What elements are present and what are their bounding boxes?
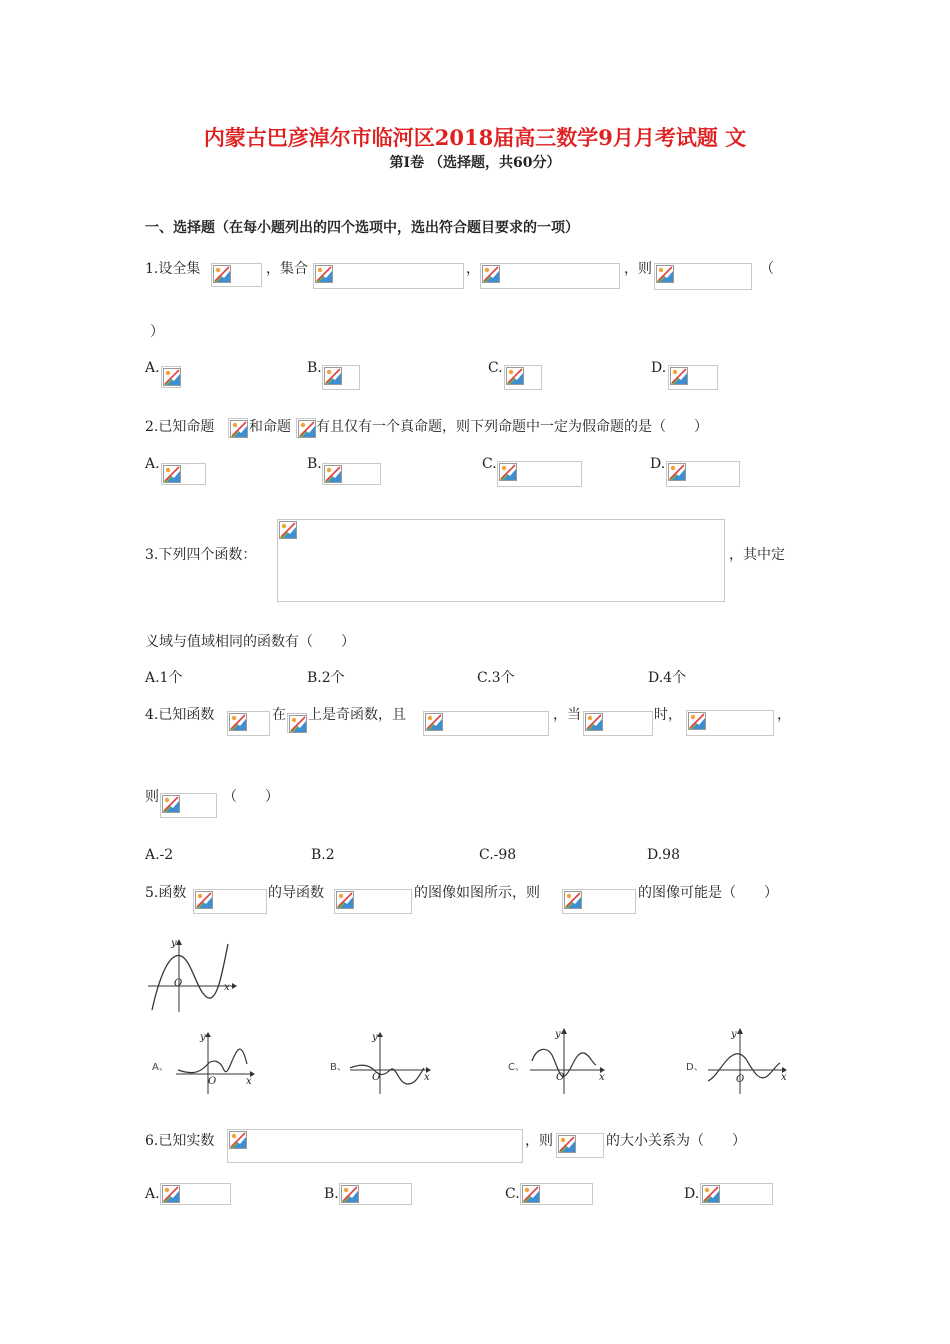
origin-label: O bbox=[208, 1076, 217, 1087]
formula-image bbox=[160, 793, 217, 818]
broken-image-icon bbox=[324, 367, 342, 385]
q2-option-label: D. bbox=[650, 456, 666, 472]
axis-y-label: y bbox=[372, 1032, 378, 1043]
broken-image-icon bbox=[324, 465, 342, 483]
formula-image bbox=[423, 711, 549, 736]
formula-image bbox=[322, 463, 381, 485]
q6-option-label: C. bbox=[505, 1186, 520, 1202]
option-b-label: B、 bbox=[330, 1062, 347, 1073]
option-b-graph bbox=[328, 1030, 438, 1096]
q1-option-label: D. bbox=[651, 360, 667, 376]
formula-image bbox=[313, 263, 464, 289]
q4-option: C.-98 bbox=[479, 847, 517, 863]
broken-image-icon bbox=[522, 1185, 540, 1203]
option-d-label: D、 bbox=[686, 1062, 704, 1073]
option-c-graph bbox=[506, 1025, 616, 1095]
formula-image bbox=[287, 713, 307, 733]
formula-image bbox=[161, 463, 206, 485]
broken-image-icon bbox=[336, 891, 354, 909]
broken-image-icon bbox=[564, 891, 582, 909]
q1-text: ，则 bbox=[624, 261, 652, 277]
broken-image-icon bbox=[585, 713, 603, 731]
q1-option-label: B. bbox=[307, 360, 322, 376]
formula-image bbox=[556, 1133, 604, 1158]
axis-y-label: y bbox=[555, 1029, 561, 1040]
formula-image bbox=[480, 263, 620, 289]
broken-image-icon bbox=[499, 463, 517, 481]
broken-image-icon bbox=[195, 891, 213, 909]
q6-text: 的大小关系为（ ） bbox=[606, 1133, 746, 1149]
q1-paren-close: ） bbox=[150, 324, 164, 340]
origin-label: O bbox=[372, 1072, 381, 1083]
broken-image-icon bbox=[668, 463, 686, 481]
broken-image-icon bbox=[279, 521, 297, 539]
formula-image bbox=[668, 365, 718, 390]
formula-image bbox=[339, 1183, 412, 1205]
q6-text: ，则 bbox=[525, 1133, 553, 1149]
option-a-graph bbox=[150, 1030, 260, 1096]
formula-image bbox=[161, 366, 181, 388]
formula-image bbox=[296, 418, 316, 438]
document-title: 内蒙古巴彦淖尔市临河区2018届高三数学9月月考试题 文 bbox=[203, 125, 747, 150]
formula-image bbox=[160, 1183, 231, 1205]
q1-prefix: 1.设全集 bbox=[145, 261, 201, 277]
formula-image bbox=[654, 263, 752, 290]
axis-x-label: x bbox=[599, 1072, 605, 1083]
q3-option: D.4个 bbox=[648, 670, 687, 686]
axis-x-label: x bbox=[424, 1072, 430, 1083]
broken-image-icon bbox=[656, 265, 674, 283]
q3-prefix: 3.下列四个函数： bbox=[145, 547, 257, 563]
q2-option-label: A. bbox=[145, 456, 160, 472]
option-a-label: A、 bbox=[152, 1062, 169, 1073]
q2-option-label: B. bbox=[307, 456, 322, 472]
q6-option-label: B. bbox=[324, 1186, 339, 1202]
origin-label: O bbox=[736, 1074, 745, 1085]
q4-text: 上是奇函数，且 bbox=[308, 707, 406, 723]
q3-option: A.1个 bbox=[145, 670, 183, 686]
q3-option: C.3个 bbox=[477, 670, 515, 686]
formula-image bbox=[583, 711, 653, 736]
formula-image bbox=[334, 889, 412, 914]
q5-text: 的图像如图所示，则 bbox=[414, 885, 540, 901]
q5-prefix: 5.函数 bbox=[145, 885, 187, 901]
formula-image bbox=[520, 1183, 593, 1205]
broken-image-icon bbox=[229, 1131, 247, 1149]
q2-text: 和命题 bbox=[249, 419, 291, 435]
q1-option-label: A. bbox=[145, 360, 160, 376]
broken-image-icon bbox=[230, 420, 248, 438]
option-c-label: C、 bbox=[508, 1062, 525, 1073]
broken-image-icon bbox=[315, 265, 333, 283]
q2-option-label: C. bbox=[482, 456, 497, 472]
formula-image bbox=[322, 365, 360, 390]
formula-image bbox=[686, 710, 774, 736]
q4-option: D.98 bbox=[647, 847, 680, 863]
option-d-graph bbox=[684, 1025, 794, 1095]
formula-image bbox=[497, 461, 582, 487]
q4-option: A.-2 bbox=[145, 847, 174, 863]
formula-image bbox=[227, 711, 270, 736]
q6-prefix: 6.已知实数 bbox=[145, 1133, 215, 1149]
origin-label: O bbox=[174, 978, 183, 989]
q5-text: 的导函数 bbox=[268, 885, 324, 901]
q6-option-label: A. bbox=[145, 1186, 160, 1202]
q3-text: ，其中定 bbox=[729, 547, 785, 563]
axis-y-label: y bbox=[200, 1032, 206, 1043]
q6-option-label: D. bbox=[684, 1186, 700, 1202]
formula-image bbox=[277, 519, 725, 602]
broken-image-icon bbox=[688, 712, 706, 730]
formula-image bbox=[666, 461, 740, 487]
broken-image-icon bbox=[163, 368, 181, 386]
document-subtitle: 第Ⅰ卷 （选择题，共60分） bbox=[389, 155, 561, 171]
formula-image bbox=[504, 365, 542, 390]
formula-image bbox=[562, 889, 636, 914]
broken-image-icon bbox=[229, 713, 247, 731]
formula-image bbox=[700, 1183, 773, 1205]
q4-prefix: 4.已知函数 bbox=[145, 707, 215, 723]
axis-y-label: y bbox=[731, 1029, 737, 1040]
axis-x-label: x bbox=[224, 982, 230, 993]
q4-text: 在 bbox=[272, 707, 286, 723]
broken-image-icon bbox=[425, 713, 443, 731]
broken-image-icon bbox=[702, 1185, 720, 1203]
q1-text: ， bbox=[466, 261, 480, 277]
broken-image-icon bbox=[506, 367, 524, 385]
section-heading: 一、选择题（在每小题列出的四个选项中，选出符合题目要求的一项） bbox=[145, 220, 579, 236]
q4-text: 时， bbox=[654, 707, 682, 723]
broken-image-icon bbox=[670, 367, 688, 385]
broken-image-icon bbox=[163, 465, 181, 483]
q4-line2: 则 bbox=[145, 789, 159, 805]
broken-image-icon bbox=[289, 715, 307, 733]
axis-x-label: x bbox=[246, 1076, 252, 1087]
axis-y-label: y bbox=[171, 938, 177, 949]
q2-text: 有且仅有一个真命题，则下列命题中一定为假命题的是（ ） bbox=[316, 419, 708, 435]
formula-image bbox=[228, 418, 248, 438]
origin-label: O bbox=[556, 1072, 565, 1083]
q1-option-label: C. bbox=[488, 360, 503, 376]
q3-line2: 义域与值域相同的函数有（ ） bbox=[145, 634, 355, 650]
formula-image bbox=[193, 889, 267, 914]
broken-image-icon bbox=[162, 1185, 180, 1203]
formula-image bbox=[211, 263, 262, 287]
q4-text: ，当 bbox=[553, 707, 581, 723]
q1-paren-open: （ bbox=[760, 261, 774, 277]
q3-option: B.2个 bbox=[307, 670, 345, 686]
broken-image-icon bbox=[558, 1135, 576, 1153]
derivative-graph bbox=[146, 934, 238, 1014]
q4-text: ， bbox=[777, 707, 791, 723]
broken-image-icon bbox=[162, 795, 180, 813]
q5-text: 的图像可能是（ ） bbox=[638, 885, 778, 901]
q4-option: B.2 bbox=[311, 847, 335, 863]
q2-prefix: 2.已知命题 bbox=[145, 419, 215, 435]
broken-image-icon bbox=[213, 265, 231, 283]
q1-text: ，集合 bbox=[266, 261, 308, 277]
broken-image-icon bbox=[482, 265, 500, 283]
q4-paren: （ ） bbox=[223, 789, 279, 805]
formula-image bbox=[227, 1129, 523, 1163]
broken-image-icon bbox=[298, 420, 316, 438]
broken-image-icon bbox=[341, 1185, 359, 1203]
axis-x-label: x bbox=[781, 1072, 787, 1083]
